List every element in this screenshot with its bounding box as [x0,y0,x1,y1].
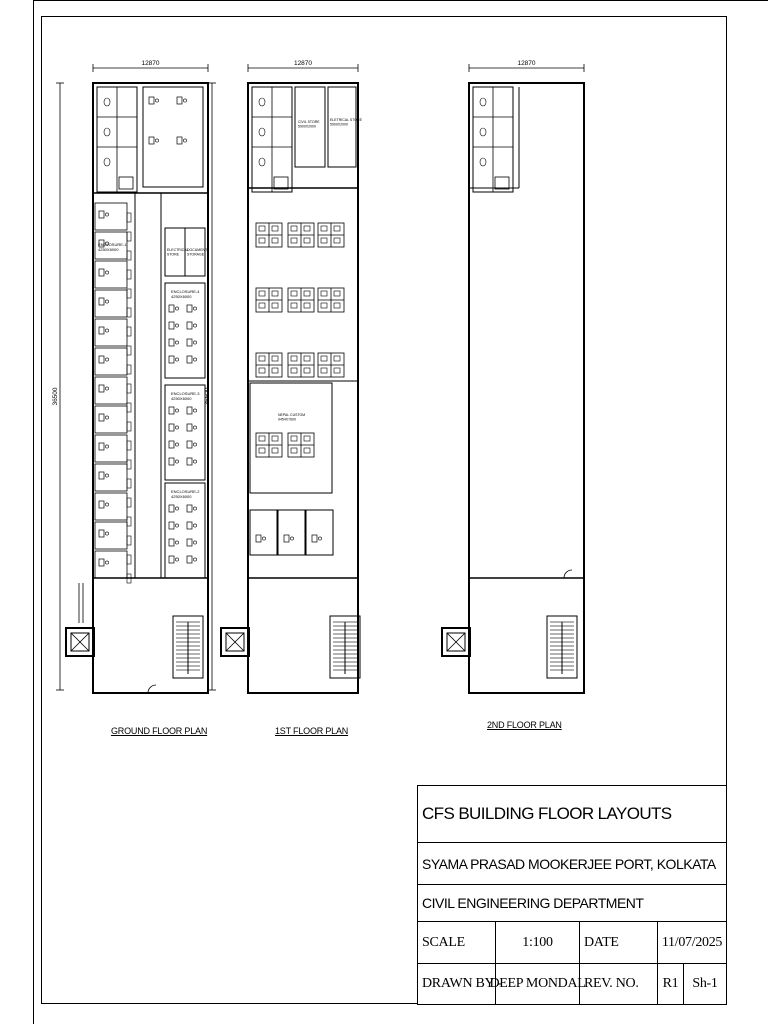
desk [187,539,192,546]
ground-width-dim-text: 12870 [141,60,160,67]
first-length-dim-text: 36500 [204,387,211,406]
chair [259,436,265,441]
chair [105,271,108,274]
date-label: DATE [580,922,658,963]
chair [193,558,196,561]
drawn-by-label: DRAWN BY - [418,964,496,1004]
locker [127,346,131,355]
chair [155,99,158,102]
chair [262,537,265,540]
wc [480,98,486,106]
chair [321,368,327,373]
desk [99,327,104,334]
drawing-title: CFS BUILDING FLOOR LAYOUTS [418,786,726,843]
chair [259,291,265,296]
chair [304,436,310,441]
store-label: ELECTRICAL [167,248,189,252]
rev-no-value: R1 [658,964,684,1004]
locker [127,498,131,507]
wc [480,158,486,166]
locker [127,460,131,469]
civil-store-label: CIVIL STORE [298,120,320,124]
scale-label: SCALE [418,922,496,963]
locker [127,555,131,564]
desk [169,539,174,546]
chair [105,387,108,390]
desk [169,339,174,346]
chair [175,558,178,561]
wc [259,158,265,166]
cabin [95,348,127,375]
chair [175,443,178,446]
locker [127,422,131,431]
second-floor-plan-title: 2ND FLOOR PLAN [487,720,562,730]
chair [193,341,196,344]
chair [291,226,297,231]
door-swing [148,685,156,693]
locker [127,441,131,450]
first-floor-plan-title: 1ST FLOOR PLAN [275,726,349,736]
chair [105,329,108,332]
chair [304,291,310,296]
desk [187,356,192,363]
desk [169,505,174,512]
desk [169,407,174,414]
wc [259,98,265,106]
chair [304,303,310,308]
chair [183,139,186,142]
desk [149,97,154,104]
chair [334,238,340,243]
chair [272,356,278,361]
chair [272,303,278,308]
chair [175,541,178,544]
ground-floor-plan-title: GROUND FLOOR PLAN [111,726,208,736]
desk [187,458,192,465]
locker [127,365,131,374]
desk [169,522,174,529]
chair [175,358,178,361]
locker [127,289,131,298]
desk [99,501,104,508]
locker [127,536,131,545]
chair [304,226,310,231]
wc [480,128,486,136]
chair [272,238,278,243]
chair [334,291,340,296]
chair [334,303,340,308]
cabin [95,261,127,288]
desk [169,322,174,329]
chair [291,238,297,243]
locker [127,232,131,241]
chair [105,532,108,535]
chair [175,341,178,344]
chair [318,537,321,540]
chair [291,436,297,441]
port-name: SYAMA PRASAD MOOKERJEE PORT, KOLKATA [418,843,726,885]
chair [175,460,178,463]
chair [259,226,265,231]
cabin [250,510,277,555]
chair [193,324,196,327]
chair [272,226,278,231]
desk [256,535,261,542]
enclosure-label: 4250X6000 [171,396,192,401]
electrical-store-label: 5900X2000 [330,122,348,127]
enclosure-label: ENCLOSURE-4 [171,289,200,294]
enclosure-label: 4250X6000 [171,494,192,499]
chair [175,324,178,327]
cabin [278,510,305,555]
ground-length-dim-text: 36500 [52,387,59,406]
chair [193,307,196,310]
chair [272,448,278,453]
chair [304,238,310,243]
wc [104,158,110,166]
chair [259,238,265,243]
locker [127,403,131,412]
chair [259,303,265,308]
desk [99,211,104,218]
chair [321,238,327,243]
locker [127,327,131,336]
cabin [95,406,127,433]
electrical-store-label: ELETRICAL STORE [330,118,362,122]
ground-outer-wall [93,83,208,693]
chair [272,436,278,441]
desk [187,556,192,563]
enclosure-label: 4250X6000 [171,294,192,299]
chair [321,226,327,231]
chair [175,507,178,510]
chair [304,448,310,453]
chair [175,426,178,429]
desk [187,339,192,346]
desk [177,97,182,104]
chair [272,291,278,296]
desk [99,530,104,537]
desk [284,535,289,542]
locker [127,213,131,222]
chair [259,448,265,453]
store-label: STORE [167,252,179,257]
desk [169,556,174,563]
chair [259,356,265,361]
chair [105,445,108,448]
second-width-dim-text: 12870 [517,60,536,67]
chair [193,524,196,527]
chair [105,561,108,564]
desk [169,356,174,363]
locker [127,384,131,393]
chair [183,99,186,102]
desk [99,298,104,305]
chair [193,460,196,463]
wash-basin [495,177,509,189]
cabin [95,522,127,549]
desk [169,458,174,465]
chair [193,541,196,544]
desk [187,407,192,414]
chair [290,537,293,540]
chair [321,291,327,296]
locker [127,479,131,488]
enclosure-label: 4250X6000 [98,247,119,252]
chair [155,139,158,142]
desk [99,414,104,421]
desk [149,137,154,144]
desk [312,535,317,542]
title-block [417,785,727,1005]
sheet-number: Sh-1 [692,976,718,991]
chair [175,307,178,310]
locker [127,270,131,279]
chair [272,368,278,373]
cabin [95,203,127,230]
store-label: DOCUMENT [187,248,208,252]
desk [169,441,174,448]
chair [175,524,178,527]
wc [104,98,110,106]
desk [99,269,104,276]
first-width-dim-text: 12870 [293,60,313,67]
chair [193,443,196,446]
wc [104,128,110,136]
door-swing [564,570,572,578]
chair [291,303,297,308]
locker [127,517,131,526]
cabin [95,290,127,317]
chair [321,356,327,361]
desk [99,443,104,450]
desk [99,472,104,479]
rev-no-label: REV. NO. [580,964,658,1004]
scale-date-row [418,922,726,964]
chair [193,507,196,510]
desk [99,356,104,363]
chair [334,226,340,231]
desk [187,505,192,512]
chair [105,300,108,303]
desk [169,305,174,312]
enclosure-label: ENCLOSURE-3 [171,391,200,396]
locker [127,308,131,317]
chair [105,474,108,477]
chair [105,213,108,216]
chair [105,416,108,419]
chair [105,358,108,361]
enclosure-label: ENCLOSURE-1 [98,242,127,247]
drawn-by-value: DEEP MONDAL [496,964,580,1004]
enclosure-label: ENCLOSURE-2 [171,489,200,494]
store-label: STORAGE [187,252,205,257]
desk [187,522,192,529]
wc [259,128,265,136]
chair [304,356,310,361]
scale-value: 1:100 [496,922,580,963]
chair [304,368,310,373]
electrical-store [328,87,356,167]
chair [291,368,297,373]
civil-store-label: 5900X2000 [298,124,316,129]
desk [169,424,174,431]
chair [193,358,196,361]
wash-basin [119,177,133,189]
drawn-rev-row [418,964,726,1004]
desk [187,424,192,431]
chair [291,448,297,453]
wash-basin [274,177,288,189]
chair [334,368,340,373]
cabin [95,377,127,404]
date-value: 11/07/2025 [661,934,723,950]
chair [321,303,327,308]
chair [259,368,265,373]
cabin [95,435,127,462]
chair [291,291,297,296]
cabin [95,493,127,520]
cabin [306,510,333,555]
second-outer-wall [469,83,584,693]
locker [127,251,131,260]
chair [334,356,340,361]
nepal-custom-label: NEPAL CUSTOM [278,413,306,417]
desk [187,441,192,448]
desk [99,385,104,392]
desk [99,559,104,566]
cabin [95,464,127,491]
cabin [95,319,127,346]
nepal-custom-label: 9454X7600 [278,417,296,422]
chair [291,356,297,361]
chair [193,426,196,429]
chair [175,409,178,412]
cabin [95,551,127,578]
chair [105,503,108,506]
first-outer-wall [248,83,358,693]
desk [187,322,192,329]
department-name: CIVIL ENGINEERING DEPARTMENT [418,885,726,922]
chair [193,409,196,412]
desk [187,305,192,312]
desk [177,137,182,144]
